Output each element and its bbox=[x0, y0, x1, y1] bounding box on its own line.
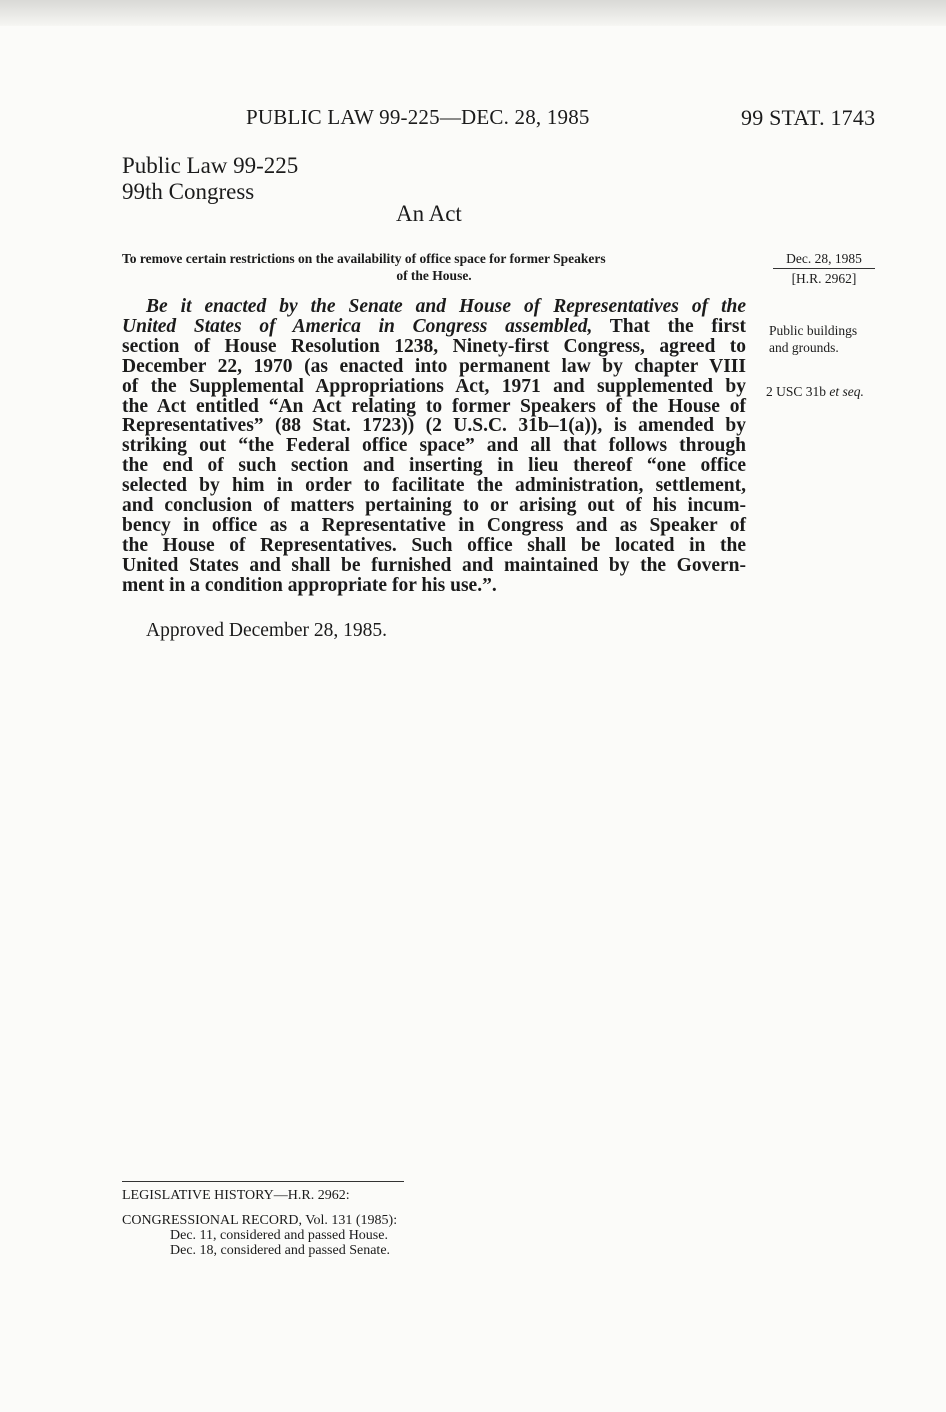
body-line: the House of Representatives. Such office shall be located in the bbox=[122, 534, 746, 556]
law-identifier bbox=[122, 153, 298, 205]
enacting-clause-line: Be it enacted by the Senate and House of Representatives of the bbox=[146, 296, 746, 317]
body-line: section of House Resolution 1238, Ninety-first Congress, agreed to bbox=[122, 335, 746, 357]
body-line: of the Supplemental Appropriations Act, 1971 and supplemented by bbox=[122, 375, 746, 397]
history-entry: Dec. 18, considered and passed Senate. bbox=[170, 1243, 391, 1258]
body-line: Representatives” (88 Stat. 1723)) (2 U.S.C. 31b–1(a)), is amended by bbox=[122, 415, 746, 437]
body-line: the end of such section and inserting in lieu thereof “one office bbox=[122, 455, 746, 477]
purpose-line-1: To remove certain restrictions on the availability of office space for former Speakers bbox=[122, 251, 606, 266]
body-line: and conclusion of matters pertaining to or arising out of his incum- bbox=[122, 495, 746, 517]
body-line: United States of America in Congress assembled, That the first bbox=[122, 315, 746, 337]
body-line: ment in a condition appropriate for his use.”. bbox=[122, 574, 497, 596]
act-purpose bbox=[122, 250, 746, 284]
body-line: bency in office as a Representative in Congress and as Speaker of bbox=[122, 514, 746, 536]
body-line: December 22, 1970 (as enacted into permanent law by chapter VIII bbox=[122, 355, 746, 377]
margin-date: Dec. 28, 1985 bbox=[773, 250, 875, 269]
act-body bbox=[122, 297, 746, 596]
congress-number: 99th Congress bbox=[122, 179, 255, 204]
approval-date: Approved December 28, 1985. bbox=[146, 620, 387, 641]
running-head: PUBLIC LAW 99-225—DEC. 28, 1985 bbox=[246, 105, 590, 129]
footnote-rule bbox=[122, 1181, 404, 1182]
margin-topic: Public buildings and grounds. bbox=[769, 323, 858, 355]
body-line: striking out “the Federal office space” and all that follows through bbox=[122, 435, 746, 457]
purpose-line-2: of the House. bbox=[396, 268, 472, 283]
body-line: selected by him in order to facilitate the administration, settlement, bbox=[122, 475, 746, 497]
history-entry: Dec. 11, considered and passed House. bbox=[170, 1228, 388, 1243]
act-title: An Act bbox=[396, 201, 462, 226]
body-line: United States and shall be furnished and maintained by the Govern- bbox=[122, 554, 746, 576]
margin-bill-number: [H.R. 2962] bbox=[791, 271, 857, 286]
page-reference: 99 STAT. 1743 bbox=[741, 105, 876, 130]
history-record: CONGRESSIONAL RECORD, Vol. 131 (1985): bbox=[122, 1213, 398, 1228]
legislative-history bbox=[122, 1188, 397, 1258]
margin-usc-citation: 2 USC 31b et seq. bbox=[766, 384, 864, 399]
scan-edge bbox=[0, 0, 946, 26]
body-line: the Act entitled “An Act relating to former Speakers of the House of bbox=[122, 395, 746, 417]
history-title: LEGISLATIVE HISTORY—H.R. 2962: bbox=[122, 1188, 350, 1203]
law-number: Public Law 99-225 bbox=[122, 153, 299, 178]
